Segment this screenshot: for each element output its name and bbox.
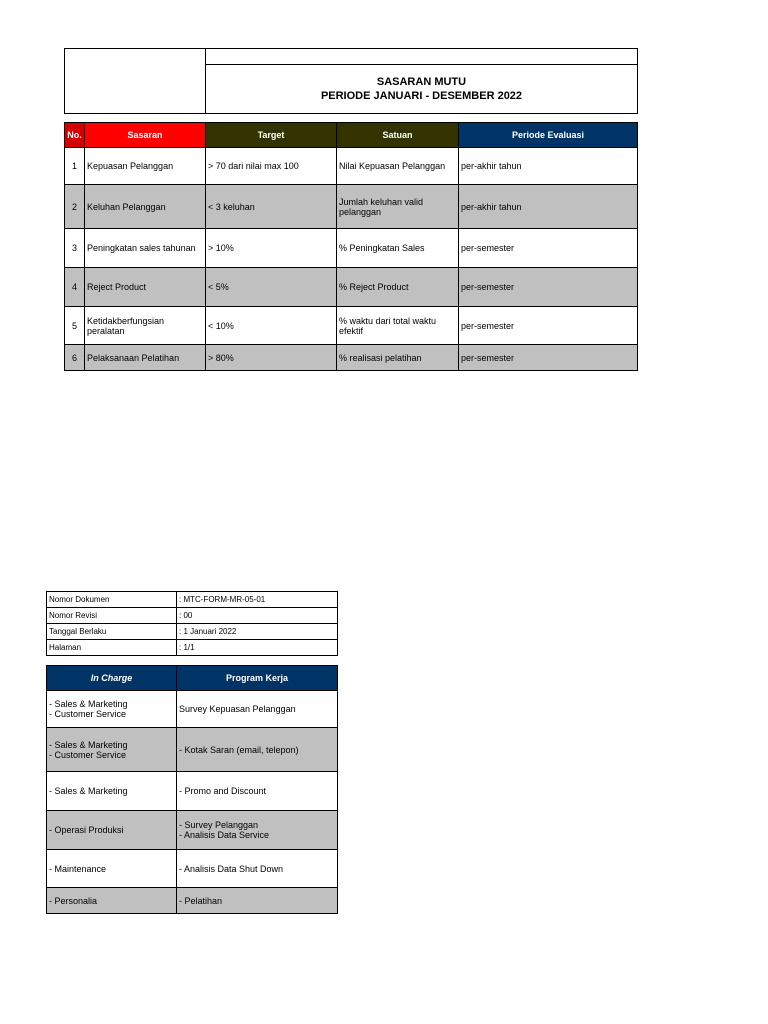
doc-info-row (47, 624, 338, 640)
page-title: SASARAN MUTU (376, 76, 467, 88)
row-target: > 80% (206, 345, 337, 371)
row-satuan: Jumlah keluhan valid pelanggan (337, 185, 459, 229)
program-cell (177, 811, 338, 850)
header-top-cell (206, 49, 638, 65)
document-header (64, 48, 638, 114)
col-header-satuan: Satuan (337, 123, 459, 148)
row-sasaran: Peningkatan sales tahunan (85, 229, 206, 268)
in-charge-line: - Sales & Marketing (49, 699, 128, 709)
table-row (47, 728, 338, 772)
program-cell (177, 888, 338, 914)
row-no: 4 (65, 268, 85, 307)
table-row (65, 307, 638, 345)
row-sasaran: Pelaksanaan Pelatihan (85, 345, 206, 371)
doc-info-value: : 1/1 (177, 640, 338, 656)
table-row (65, 229, 638, 268)
header-title-cell (206, 65, 638, 114)
row-target: > 10% (206, 229, 337, 268)
row-sasaran: Reject Product (85, 268, 206, 307)
quality-goals-table (64, 122, 638, 371)
row-periode: per-semester (459, 229, 638, 268)
row-target: < 3 keluhan (206, 185, 337, 229)
row-satuan: % waktu dari total waktu efektif (337, 307, 459, 345)
program-cell (177, 691, 338, 728)
doc-info-label: Tanggal Berlaku (47, 624, 177, 640)
in-charge-cell (47, 811, 177, 850)
table-row (65, 185, 638, 229)
table-row (65, 268, 638, 307)
in-charge-cell (47, 772, 177, 811)
row-no: 5 (65, 307, 85, 345)
in-charge-line: - Operasi Produksi (49, 825, 124, 835)
col-header-program: Program Kerja (177, 666, 338, 691)
row-target: < 10% (206, 307, 337, 345)
table-row (47, 850, 338, 888)
in-charge-cell (47, 691, 177, 728)
row-satuan: Nilai Kepuasan Pelanggan (337, 148, 459, 185)
logo-cell (65, 49, 206, 114)
doc-info-value: : 00 (177, 608, 338, 624)
program-table (46, 665, 338, 914)
doc-info-row (47, 608, 338, 624)
col-header-no: No. (65, 123, 85, 148)
col-header-target: Target (206, 123, 337, 148)
table-row (47, 888, 338, 914)
program-line: - Pelatihan (179, 895, 223, 906)
in-charge-cell (47, 850, 177, 888)
col-header-periode: Periode Evaluasi (459, 123, 638, 148)
in-charge-line: - Sales & Marketing (49, 786, 128, 796)
goals-header-row (65, 123, 638, 148)
row-no: 1 (65, 148, 85, 185)
col-header-in-charge: In Charge (47, 666, 177, 691)
in-charge-line: - Personalia (49, 895, 98, 906)
doc-info-row (47, 592, 338, 608)
row-satuan: % Peningkatan Sales (337, 229, 459, 268)
row-satuan: % Reject Product (337, 268, 459, 307)
in-charge-line: - Customer Service (49, 709, 127, 719)
row-satuan: % realisasi pelatihan (337, 345, 459, 371)
row-no: 2 (65, 185, 85, 229)
row-no: 3 (65, 229, 85, 268)
page-period: PERIODE JANUARI - DESEMBER 2022 (320, 90, 523, 102)
program-line: - Survey Pelanggan (179, 820, 259, 830)
program-header-row (47, 666, 338, 691)
in-charge-cell (47, 888, 177, 914)
doc-info-label: Nomor Dokumen (47, 592, 177, 608)
in-charge-line: - Maintenance (49, 863, 107, 874)
program-line: - Promo and Discount (179, 786, 267, 796)
program-line: - Kotak Saran (email, telepon) (179, 744, 299, 755)
row-periode: per-akhir tahun (459, 185, 638, 229)
row-periode: per-semester (459, 268, 638, 307)
table-row (47, 811, 338, 850)
doc-info-value: : MTC-FORM-MR-05-01 (177, 592, 338, 608)
row-target: < 5% (206, 268, 337, 307)
row-periode: per-akhir tahun (459, 148, 638, 185)
row-sasaran: Kepuasan Pelanggan (85, 148, 206, 185)
program-line: - Analisis Data Shut Down (179, 863, 284, 874)
row-sasaran: Keluhan Pelanggan (85, 185, 206, 229)
col-header-sasaran: Sasaran (85, 123, 206, 148)
doc-info-label: Halaman (47, 640, 177, 656)
table-row (47, 691, 338, 728)
table-row (47, 772, 338, 811)
program-line: Survey Kepuasan Pelanggan (179, 704, 296, 714)
program-cell (177, 850, 338, 888)
row-target: > 70 dari nilai max 100 (206, 148, 337, 185)
table-row (65, 345, 638, 371)
in-charge-cell (47, 728, 177, 772)
program-cell (177, 728, 338, 772)
doc-info-label: Nomor Revisi (47, 608, 177, 624)
doc-info-value: : 1 Januari 2022 (177, 624, 338, 640)
row-sasaran: Ketidakberfungsian peralatan (85, 307, 206, 345)
program-cell (177, 772, 338, 811)
document-info-table (46, 591, 338, 656)
in-charge-line: - Sales & Marketing (49, 739, 128, 750)
table-row (65, 148, 638, 185)
row-periode: per-semester (459, 345, 638, 371)
row-no: 6 (65, 345, 85, 371)
in-charge-line: - Customer Service (49, 749, 127, 760)
program-line: - Analisis Data Service (179, 830, 270, 840)
doc-info-row (47, 640, 338, 656)
row-periode: per-semester (459, 307, 638, 345)
